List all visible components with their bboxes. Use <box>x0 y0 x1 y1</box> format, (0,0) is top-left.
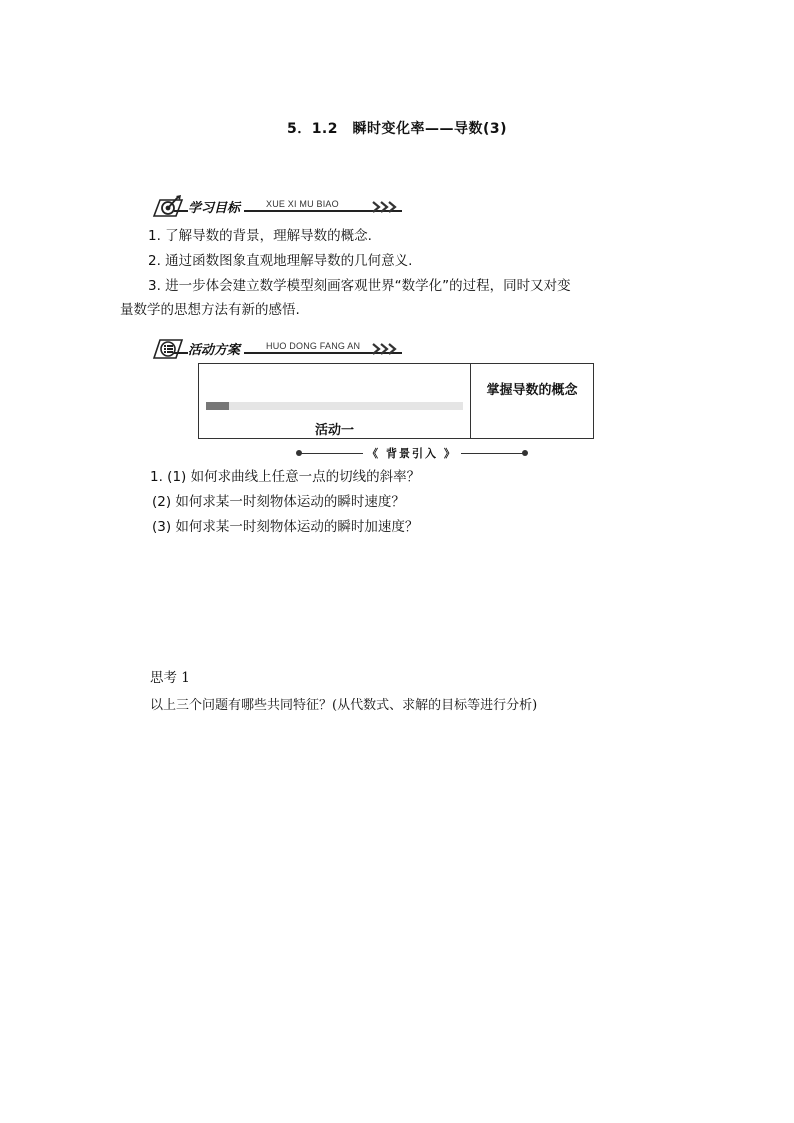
goal-item: 3. 进一步体会建立数学模型刻画客观世界“数学化”的过程，同时又对变 <box>148 278 571 294</box>
goals-banner <box>152 194 402 220</box>
plan-banner-subtitle: HUO DONG FANG AN <box>266 341 361 351</box>
goals-banner-title: 学习目标 <box>188 197 244 216</box>
goal-item: 1. 了解导数的背景，理解导数的概念. <box>148 228 372 244</box>
question-item: (2) 如何求某一时刻物体运动的瞬时速度？ <box>152 494 405 510</box>
goal-item-continued: 量数学的思想方法有新的感悟. <box>120 302 300 318</box>
goals-banner-subtitle: XUE XI MU BIAO <box>266 199 339 209</box>
think-heading: 思考 1 <box>150 670 190 686</box>
chevrons-icon <box>372 343 402 355</box>
section-separator <box>296 445 528 461</box>
target-icon <box>152 194 186 218</box>
question-item: 1. (1) 如何求曲线上任意一点的切线的斜率？ <box>150 469 421 485</box>
think-question: 以上三个问题有哪些共同特征？(从代数式、求解的目标等进行分析) <box>150 698 538 713</box>
activity-goal: 掌握导数的概念 <box>486 383 578 398</box>
section-caption: 《 背景引入 》 <box>363 447 461 460</box>
chevrons-icon <box>372 201 402 213</box>
list-icon <box>152 336 186 360</box>
activity-label: 活动一 <box>314 423 354 438</box>
plan-banner-title: 活动方案 <box>188 339 244 358</box>
activity-table <box>198 363 594 439</box>
activity-progress-track <box>206 402 463 410</box>
page-title: 5．1.2 瞬时变化率——导数(3) <box>286 121 508 137</box>
goal-item: 2. 通过函数图象直观地理解导数的几何意义. <box>148 253 413 269</box>
activity-progress-fill <box>206 402 229 410</box>
plan-banner <box>152 336 402 362</box>
question-item: (3) 如何求某一时刻物体运动的瞬时加速度？ <box>152 519 419 535</box>
